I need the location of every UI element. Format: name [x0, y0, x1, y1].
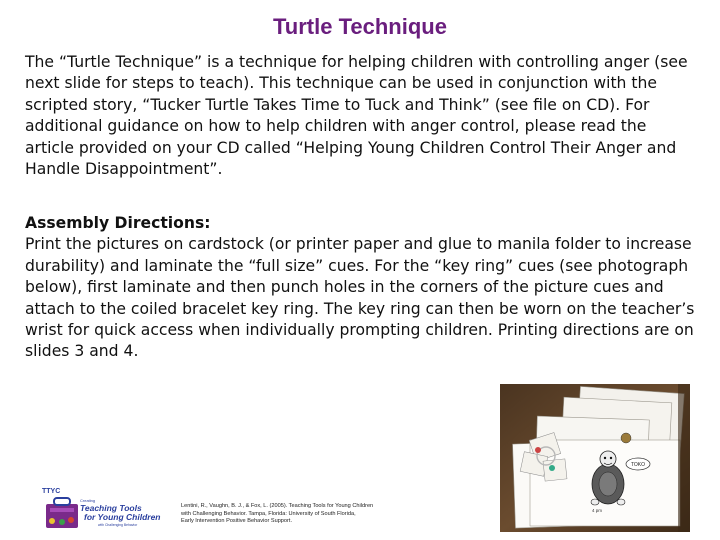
citation-line: with Challenging Behavior. Tampa, Florida: University of South Florida,	[181, 510, 356, 517]
slide-title: Turtle Technique	[273, 14, 447, 39]
key-ring-cues-photo	[500, 384, 690, 532]
intro-paragraph: The “Turtle Technique” is a technique for helping children with controlling anger (see next slide for steps to teach). This technique can be used in conjunction with the scripted story, “Tucker Turtle Takes Time to Tuck and Think” (see file on CD). For additional guidance on how to help children with anger control, please read the article provided on your CD called “Helping Young Children Control Their Anger and Handle Disappointment”.	[25, 53, 688, 179]
logo-line4: with Challenging Behavior	[98, 523, 138, 527]
card-caption: 4 pm	[592, 508, 603, 513]
assembly-directions	[25, 213, 697, 363]
toolbox-icon	[46, 498, 78, 528]
citation	[181, 503, 451, 526]
logo-line2: Teaching Tools	[80, 503, 142, 513]
speech-bubble-text: TOKO	[630, 462, 646, 468]
logo-line3: for Young Children	[84, 512, 161, 522]
assembly-body: Print the pictures on cardstock (or printer paper and glue to manila folder to increase durability) and laminate the “full size” cues. For the “key ring” cues (see photograph below), first laminate and then punch holes in the corners of the picture cues and attach to the coiled bracelet key ring. The key ring can then be worn on the teacher’s wrist for quick access when individually prompting children. Printing directions are on slides 3 and 4.	[25, 235, 695, 361]
logo-ttyc: TTYC	[42, 488, 61, 495]
citation-line: Lentini, R., Vaughn, B. J., & Fox, L. (2005). Teaching Tools for Young Children	[181, 503, 374, 509]
logo-line1: Creating	[80, 498, 96, 503]
assembly-heading: Assembly Directions:	[25, 214, 211, 232]
citation-line: Early Intervention Positive Behavior Support.	[181, 518, 293, 525]
ttyc-logo	[40, 484, 172, 534]
